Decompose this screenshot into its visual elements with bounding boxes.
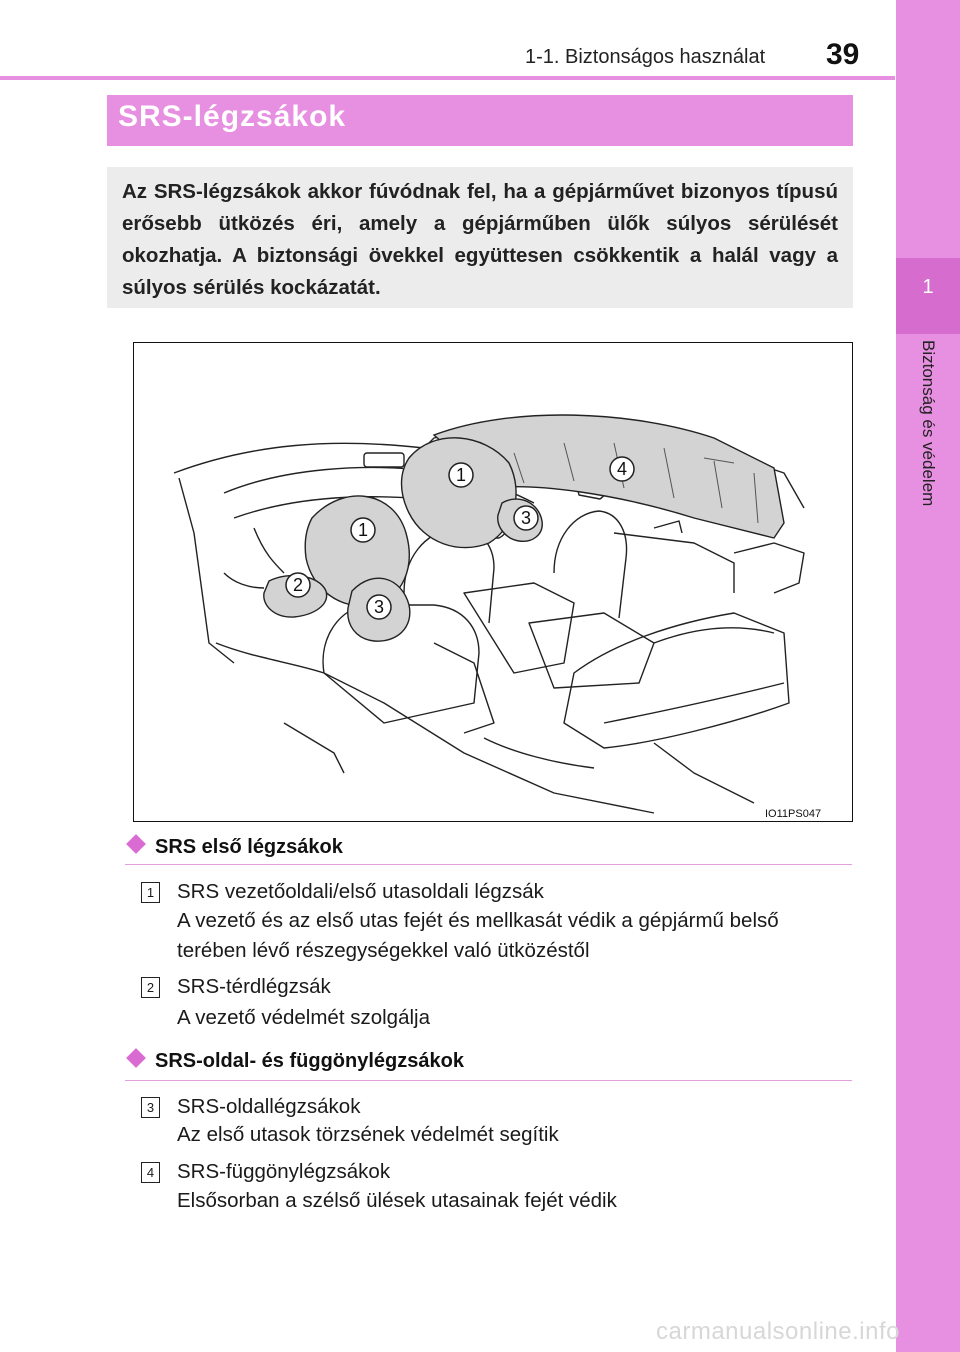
page-number: 39 [826,38,860,71]
svg-text:1: 1 [455,465,467,485]
section-heading-side-curtain-airbags [125,1050,464,1073]
item-description: A vezető és az első utas fejét és mellkasát védik a gépjármű belső terében lévő részegységekkel való ütközéstől [177,909,779,962]
item-number-3: 3 [141,1097,160,1118]
section-rule [125,1080,852,1081]
item-number-1: 1 [141,882,160,903]
item-title: SRS vezetőoldali/első utasoldali légzsák [177,880,544,903]
item-description: Az első utasok törzsének védelmét segítik [177,1123,559,1146]
item-title: SRS-oldallégzsákok [177,1095,361,1118]
watermark: carmanualsonline.info [656,1318,900,1345]
chapter-label: Biztonság és védelem [919,340,938,507]
callout-3-passenger-side [514,506,538,530]
callout-3-driver-side [367,595,391,619]
airbag-illustration [133,342,853,822]
svg-text:4: 4 [616,459,628,479]
intro-text: Az SRS-légzsákok akkor fúvódnak fel, ha a gépjárművet bizonyos típusú erősebb ütközés éri, amely a gépjárműben ülők súlyos sérülését okozhatja. A biztonsági övekkel együttesen csökkentik a halál vagy a súlyos sérülés kockázatát. [122,180,838,299]
callout-1-passenger [449,463,473,487]
svg-text:1: 1 [357,520,369,540]
section-rule [125,864,852,865]
item-title: SRS-térdlégzsák [177,975,331,998]
svg-text:2: 2 [292,575,304,595]
airbag-diagram [134,343,852,821]
passenger-front-airbag [402,438,517,548]
header-rule [0,76,895,80]
chapter-number: 1 [922,276,934,298]
diamond-bullet-icon [126,834,146,854]
chapter-side-tab [896,0,960,1352]
item-number-2: 2 [141,977,160,998]
item-description: Elsősorban a szélső ülések utasainak fejét védik [177,1189,617,1212]
svg-text:3: 3 [373,597,385,617]
section-heading-text: SRS-oldal- és függönylégzsákok [155,1050,464,1072]
running-header-section: 1-1. Biztonságos használat [525,46,766,68]
page-title: SRS-légzsákok [118,100,347,133]
item-title: SRS-függönylégzsákok [177,1160,391,1183]
callout-4-curtain [610,457,634,481]
section-heading-text: SRS első légzsákok [155,836,343,858]
item-description: A vezető védelmét szolgálja [177,1006,430,1029]
callout-2-knee [286,573,310,597]
callout-1-driver [351,518,375,542]
item-number-4: 4 [141,1162,160,1183]
svg-text:3: 3 [520,508,532,528]
section-heading-front-airbags [125,836,343,859]
diamond-bullet-icon [126,1048,146,1068]
figure-code: IO11PS047 [765,808,822,820]
